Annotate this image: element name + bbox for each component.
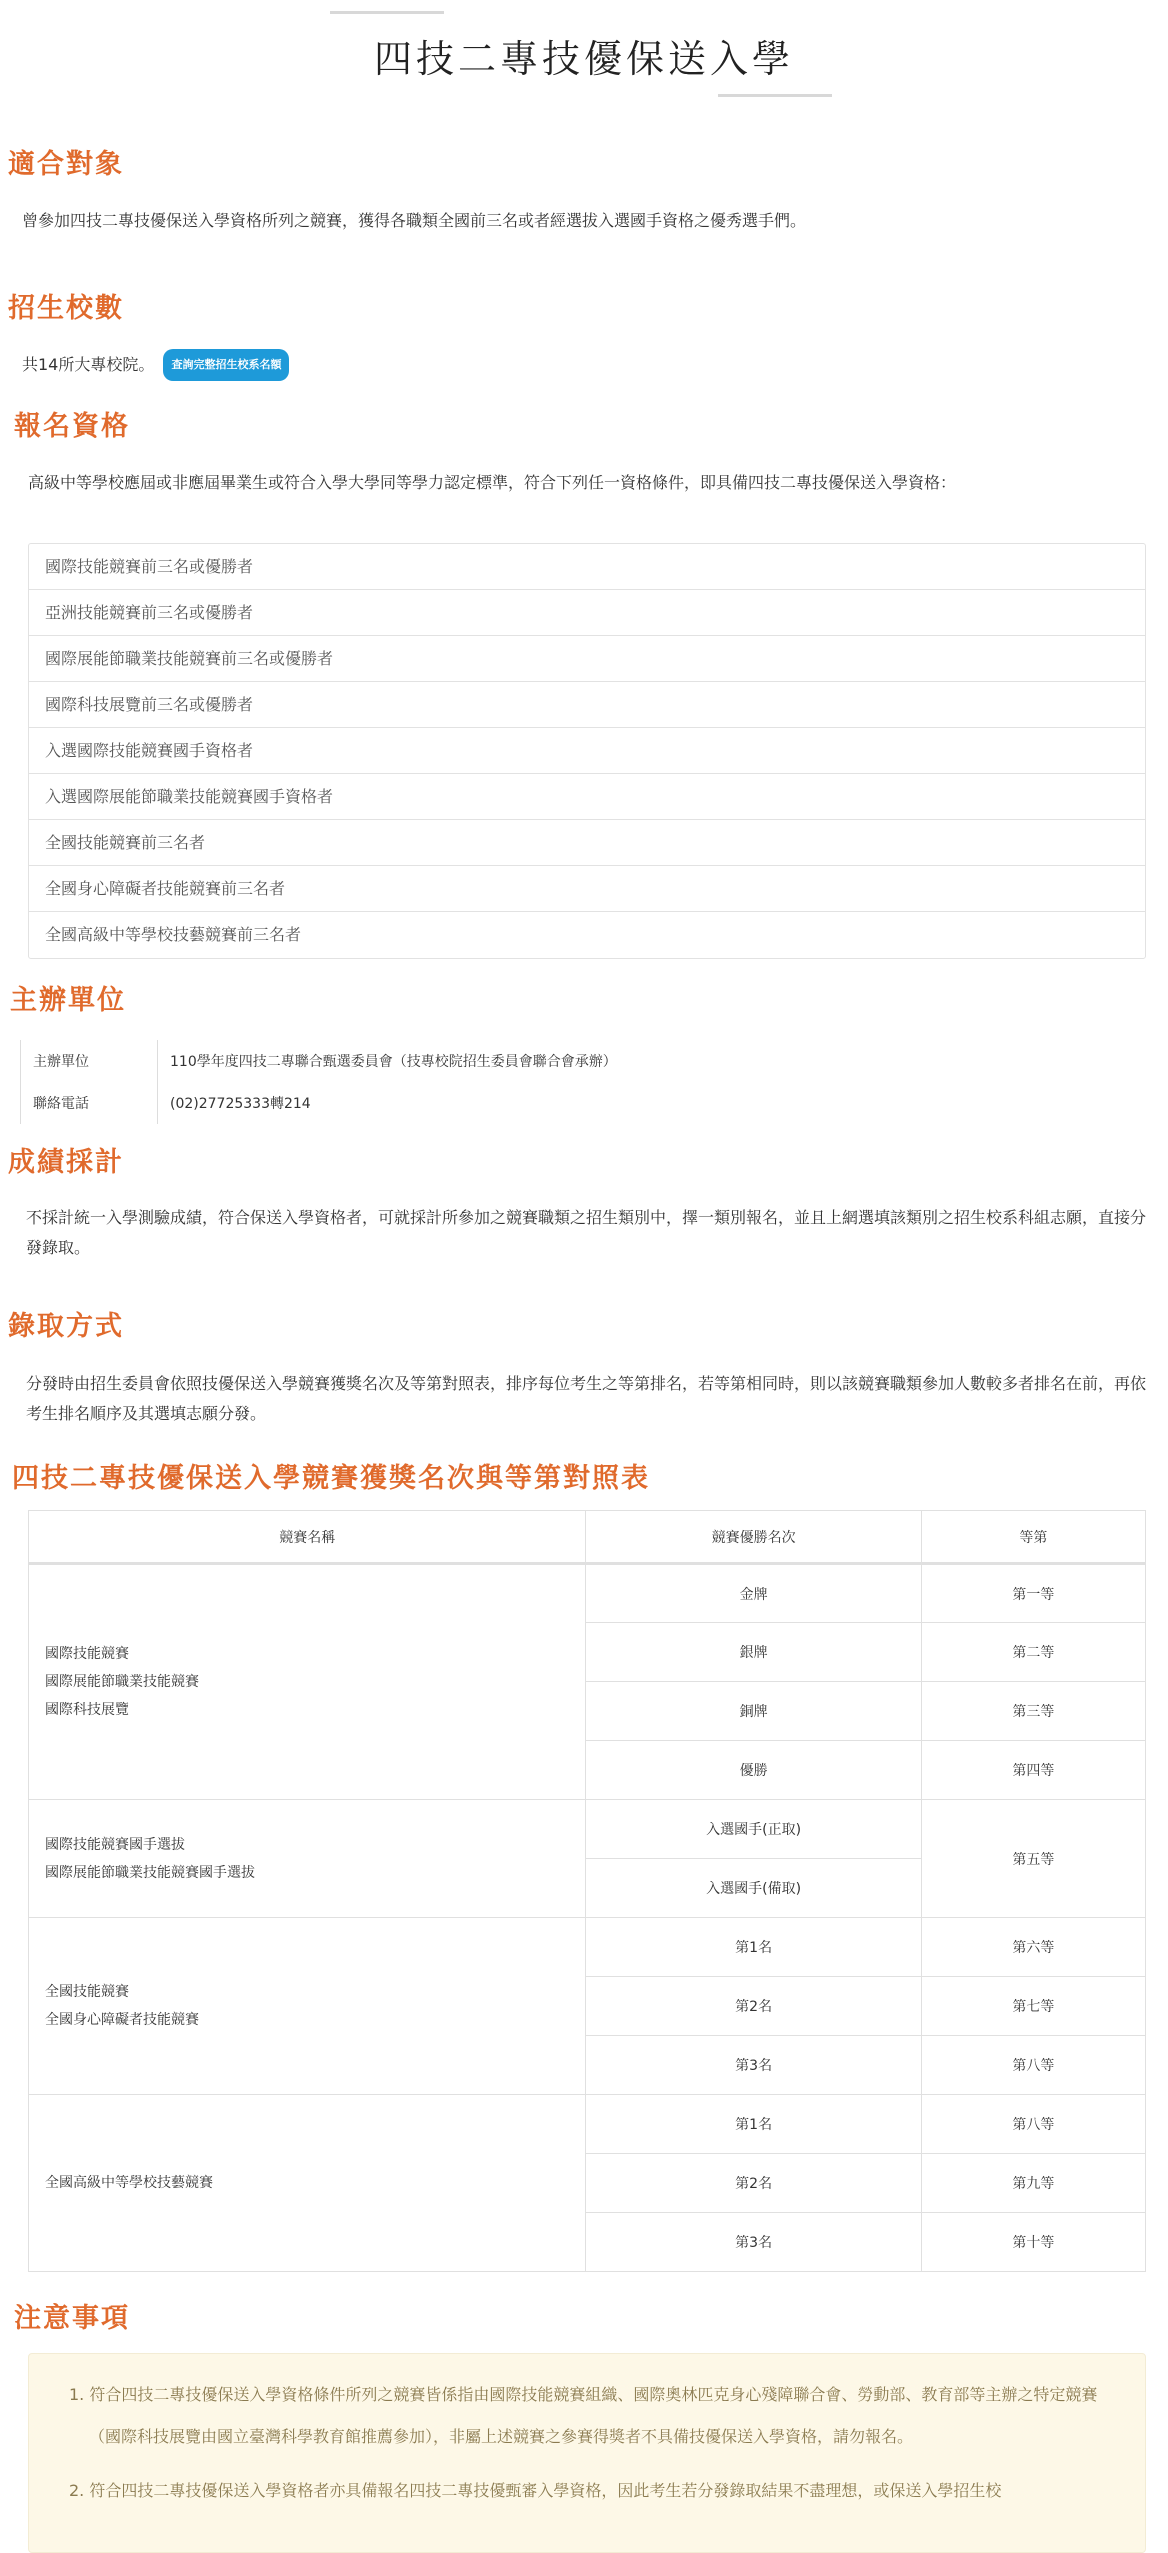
note-item: 1. 符合四技二專技優保送入學資格條件所列之競賽皆係指由國際技能競賽組織、國際奧林匹克身心殘障聯合會、勞動部、教育部等主辦之特定競賽（國際科技展覽由國立臺灣科學教育館推薦參加），非屬上述競賽之參賽得獎者不具備技優保送入學資格，請勿報名。 xyxy=(69,2385,1098,2446)
place-cell: 銅牌 xyxy=(586,1682,921,1741)
place-cell: 銀牌 xyxy=(586,1623,921,1682)
competition-names xyxy=(29,1800,586,1918)
grade-cell: 第八等 xyxy=(921,2095,1145,2154)
grade-cell: 第十等 xyxy=(921,2213,1145,2272)
grade-cell: 第五等 xyxy=(921,1800,1145,1918)
list-item: 全國身心障礙者技能競賽前三名者 xyxy=(29,866,1145,912)
competition-name: 全國身心障礙者技能競賽 xyxy=(45,2012,199,2028)
grade-cell: 第九等 xyxy=(921,2154,1145,2213)
competition-name: 國際技能競賽國手選拔 xyxy=(45,1836,185,1853)
list-item: 入選國際展能節職業技能競賽國手資格者 xyxy=(29,774,1145,820)
place-cell: 第2名 xyxy=(586,1977,921,2036)
section-title-rank-table: 四技二專技優保送入學競賽獲獎名次與等第對照表 xyxy=(12,1463,650,1494)
place-cell: 第3名 xyxy=(586,2036,921,2095)
place-cell: 入選國手(正取) xyxy=(586,1800,921,1859)
table-row xyxy=(29,2095,1146,2154)
phone-key: 聯絡電話 xyxy=(21,1082,158,1124)
organizer-table xyxy=(20,1040,629,1124)
competition-names xyxy=(29,2095,586,2272)
place-cell: 第1名 xyxy=(586,1918,921,1977)
table-row xyxy=(29,1800,1146,1859)
list-item: 全國高級中等學校技藝競賽前三名者 xyxy=(45,925,302,944)
competition-names xyxy=(29,1564,586,1800)
section-title-notes: 注意事項 xyxy=(14,2303,130,2334)
list-item: 全國技能競賽前三名者 xyxy=(29,820,1145,866)
page-title: 四技二專技優保送入學 xyxy=(373,37,794,81)
list-item: 亞洲技能競賽前三名或優勝者 xyxy=(29,590,1145,636)
place-cell: 優勝 xyxy=(586,1741,921,1800)
grade-cell: 第一等 xyxy=(921,1564,1145,1623)
title-decor-bottom xyxy=(718,94,832,97)
phone-value: (02)27725333轉214 xyxy=(158,1082,629,1124)
competition-name: 國際技能競賽 xyxy=(45,1646,129,1662)
table-row xyxy=(21,1082,629,1124)
notes-list xyxy=(69,2374,1125,2512)
place-cell: 金牌 xyxy=(586,1564,921,1623)
target-text: 曾參加四技二專技優保送入學資格所列之競賽，獲得各職類全國前三名或者經選拔入選國手資格之優秀選手們。 xyxy=(22,211,807,230)
eligibility-list xyxy=(28,543,1146,959)
admission-text: 分發時由招生委員會依照技優保送入學競賽獲獎名次及等第對照表，排序每位考生之等第排名，若等第相同時，則以該競賽職類參加人數較多者排名在前，再依考生排名順序及其選填志願分發。 xyxy=(26,1374,1147,1423)
organizer-key: 主辦單位 xyxy=(21,1040,158,1082)
table-row xyxy=(21,1040,629,1082)
place-cell: 第1名 xyxy=(586,2095,921,2154)
grade-cell: 第三等 xyxy=(921,1682,1145,1741)
competition-names xyxy=(29,1918,586,2095)
list-item: 國際展能節職業技能競賽前三名或優勝者 xyxy=(29,636,1145,682)
competition-name: 國際展能節職業技能競賽國手選拔 xyxy=(45,1864,255,1881)
list-item: 國際科技展覽前三名或優勝者 xyxy=(29,682,1145,728)
header-place: 競賽優勝名次 xyxy=(586,1511,921,1564)
grade-cell: 第八等 xyxy=(921,2036,1145,2095)
title-decor-top xyxy=(330,11,444,14)
notes-box xyxy=(28,2353,1146,2553)
organizer-value: 110學年度四技二專聯合甄選委員會（技專校院招生委員會聯合會承辦） xyxy=(158,1040,629,1082)
list-item: 國際技能競賽前三名或優勝者 xyxy=(29,544,1145,590)
section-title-target: 適合對象 xyxy=(8,149,124,180)
page-header xyxy=(0,0,1168,130)
place-cell: 第3名 xyxy=(586,2213,921,2272)
schools-text: 共14所大專校院。 xyxy=(22,355,155,374)
section-title-schools: 招生校數 xyxy=(8,293,124,324)
competition-name: 全國技能競賽 xyxy=(45,1984,129,2000)
scoring-text: 不採計統一入學測驗成績，符合保送入學資格者，可就採計所參加之競賽職類之招生類別中，擇一類別報名，並且上網選填該類別之招生校系科組志願，直接分發錄取。 xyxy=(26,1208,1147,1257)
school-list-link[interactable]: 查詢完整招生校系名額 xyxy=(163,349,289,381)
section-title-scoring: 成績採計 xyxy=(8,1147,124,1178)
schools-line xyxy=(22,349,289,381)
section-title-eligibility: 報名資格 xyxy=(14,411,130,442)
place-cell: 第2名 xyxy=(586,2154,921,2213)
table-header-row xyxy=(29,1511,1146,1564)
table-row xyxy=(29,1918,1146,1977)
eligibility-text: 高級中等學校應屆或非應屆畢業生或符合入學大學同等學力認定標準，符合下列任一資格條件，即具備四技二專技優保送入學資格： xyxy=(28,473,957,492)
grade-cell: 第四等 xyxy=(921,1741,1145,1800)
rank-table xyxy=(28,1510,1146,2272)
header-competition: 競賽名稱 xyxy=(29,1511,586,1564)
competition-name: 全國高級中等學校技藝競賽 xyxy=(45,2175,213,2191)
grade-cell: 第六等 xyxy=(921,1918,1145,1977)
section-title-admission: 錄取方式 xyxy=(8,1311,124,1342)
grade-cell: 第七等 xyxy=(921,1977,1145,2036)
table-row xyxy=(29,1564,1146,1623)
header-grade: 等第 xyxy=(921,1511,1145,1564)
competition-name: 國際展能節職業技能競賽 xyxy=(45,1674,199,1690)
place-cell: 入選國手(備取) xyxy=(586,1859,921,1918)
list-item: 入選國際技能競賽國手資格者 xyxy=(29,728,1145,774)
competition-name: 國際科技展覽 xyxy=(45,1702,129,1718)
note-item: 2. 符合四技二專技優保送入學資格者亦具備報名四技二專技優甄審入學資格，因此考生若分發錄取結果不盡理想，或保送入學招生校 xyxy=(69,2481,1002,2500)
section-title-organizer: 主辦單位 xyxy=(10,985,126,1016)
grade-cell: 第二等 xyxy=(921,1623,1145,1682)
